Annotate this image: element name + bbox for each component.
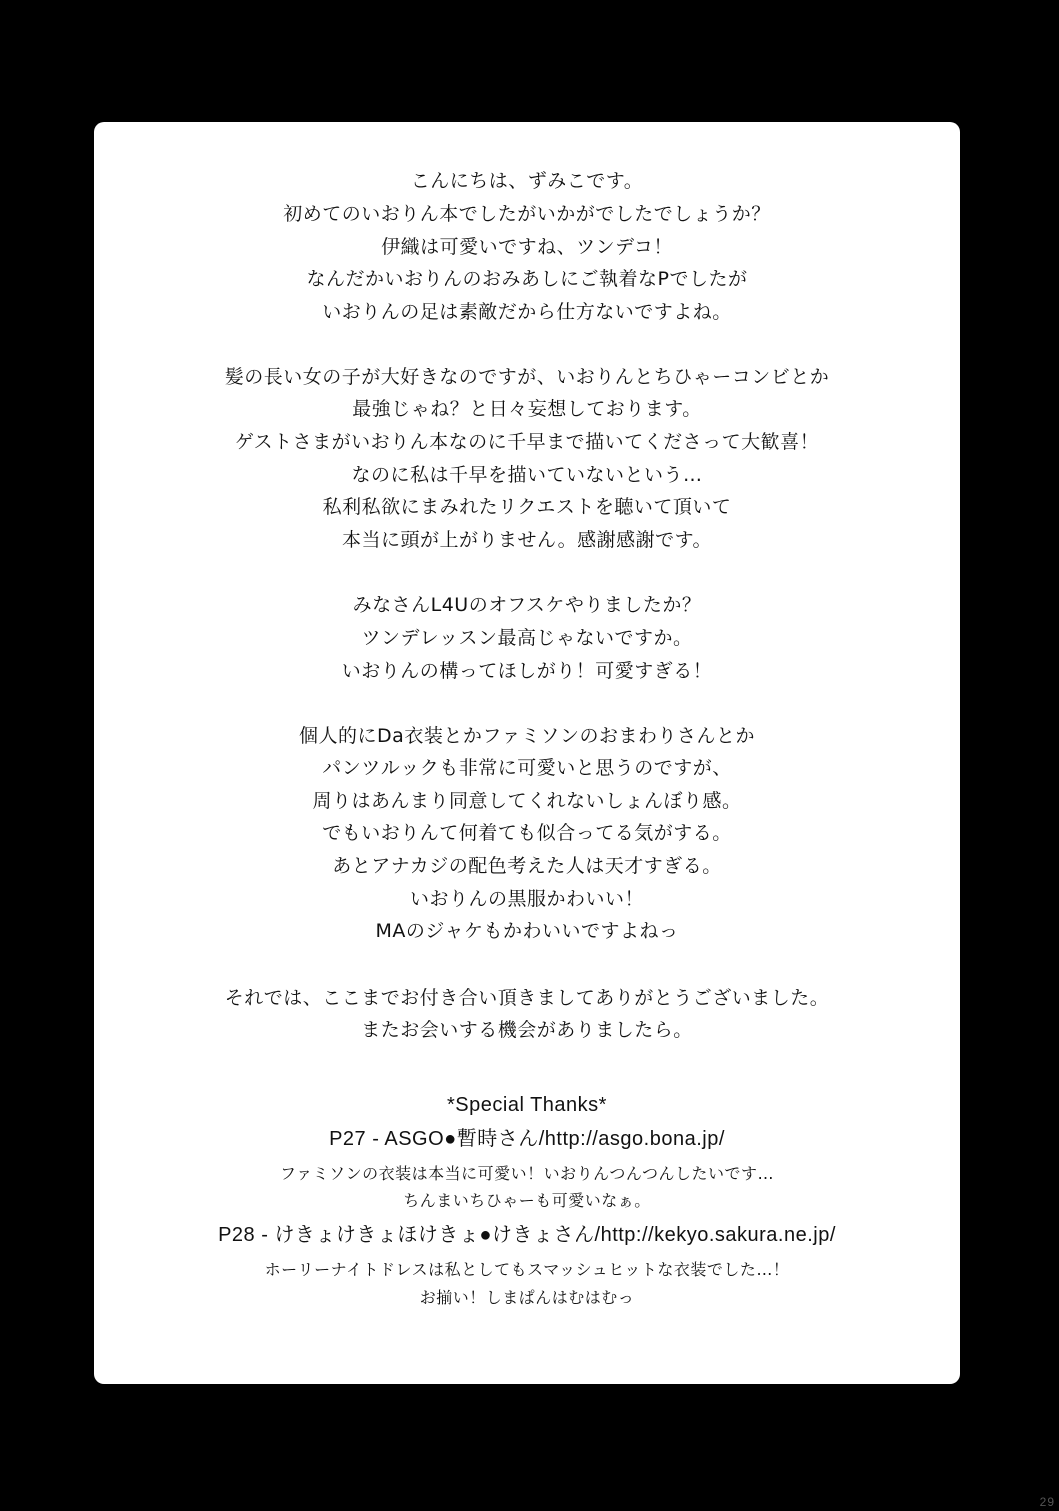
text-line: こんにちは、ずみこです。	[410, 170, 644, 192]
credit-comment: ホーリーナイトドレスは私としてもスマッシュヒットな衣装でした…！	[264, 1260, 790, 1279]
text-line: いおりんの足は素敵だから仕方ないですよね。	[322, 301, 732, 323]
credit-comment: お揃い！しまぱんはむはむっ	[419, 1288, 635, 1307]
text-line: いおりんの構ってほしがり！可愛すぎる！	[341, 660, 713, 682]
credit-comment: ファミソンの衣装は本当に可愛い！いおりんつんつんしたいです…	[279, 1164, 775, 1183]
text-line: 伊織は可愛いですね、ツンデコ！	[381, 236, 673, 258]
text-line: あとアナカジの配色考えた人は天才すぎる。	[332, 855, 722, 877]
text-line: みなさんL4Uのオフスケやりましたか？	[352, 594, 702, 616]
text-line: ゲストさまがいおりん本なのに千早まで描いてくださって大歓喜！	[234, 431, 820, 453]
text-line: 個人的にDa衣装とかファミソンのおまわりさんとか	[299, 725, 755, 747]
text-line: でもいおりんて何着ても似合ってる気がする。	[322, 822, 732, 844]
text-line: 周りはあんまり同意してくれないしょんぼり感。	[312, 790, 742, 812]
text-line: 本当に頭が上がりません。感謝感謝です。	[341, 529, 713, 551]
text-line: またお会いする機会がありましたら。	[361, 1019, 693, 1041]
credit-comment: ちんまいちひゃーも可愛いなぁ。	[403, 1191, 651, 1210]
text-line: パンツルックも非常に可愛いと思うのですが、	[322, 757, 732, 779]
special-thanks-heading: *Special Thanks*	[447, 1094, 607, 1116]
text-line: 私利私欲にまみれたリクエストを聴いて頂いて	[322, 496, 732, 518]
text-line: なのに私は千早を描いていないという…	[351, 464, 703, 486]
text-line: 初めてのいおりん本でしたがいかがでしたでしょうか？	[283, 203, 771, 225]
text-line: 最強じゃね？と日々妄想しております。	[352, 398, 702, 420]
text-line: それでは、ここまでお付き合い頂きましてありがとうございました。	[224, 987, 830, 1009]
afterword-panel	[94, 122, 960, 1384]
text-line: MAのジャケもかわいいですよねっ	[375, 920, 679, 942]
text-line: 髪の長い女の子が大好きなのですが、いおりんとちひゃーコンビとか	[224, 366, 830, 388]
page-number: 29	[1039, 1495, 1055, 1509]
credit-line-p27: P27 - ASGO●暫時さん/http://asgo.bona.jp/	[329, 1128, 725, 1150]
credit-line-p28: P28 - けきょけきょほけきょ●けきょさん/http://kekyo.sakura.ne.jp/	[218, 1224, 836, 1246]
text-line: ツンデレッスン最高じゃないですか。	[361, 627, 693, 649]
text-line: なんだかいおりんのおみあしにご執着なPでしたが	[306, 268, 748, 290]
text-line: いおりんの黒服かわいい！	[409, 888, 644, 910]
